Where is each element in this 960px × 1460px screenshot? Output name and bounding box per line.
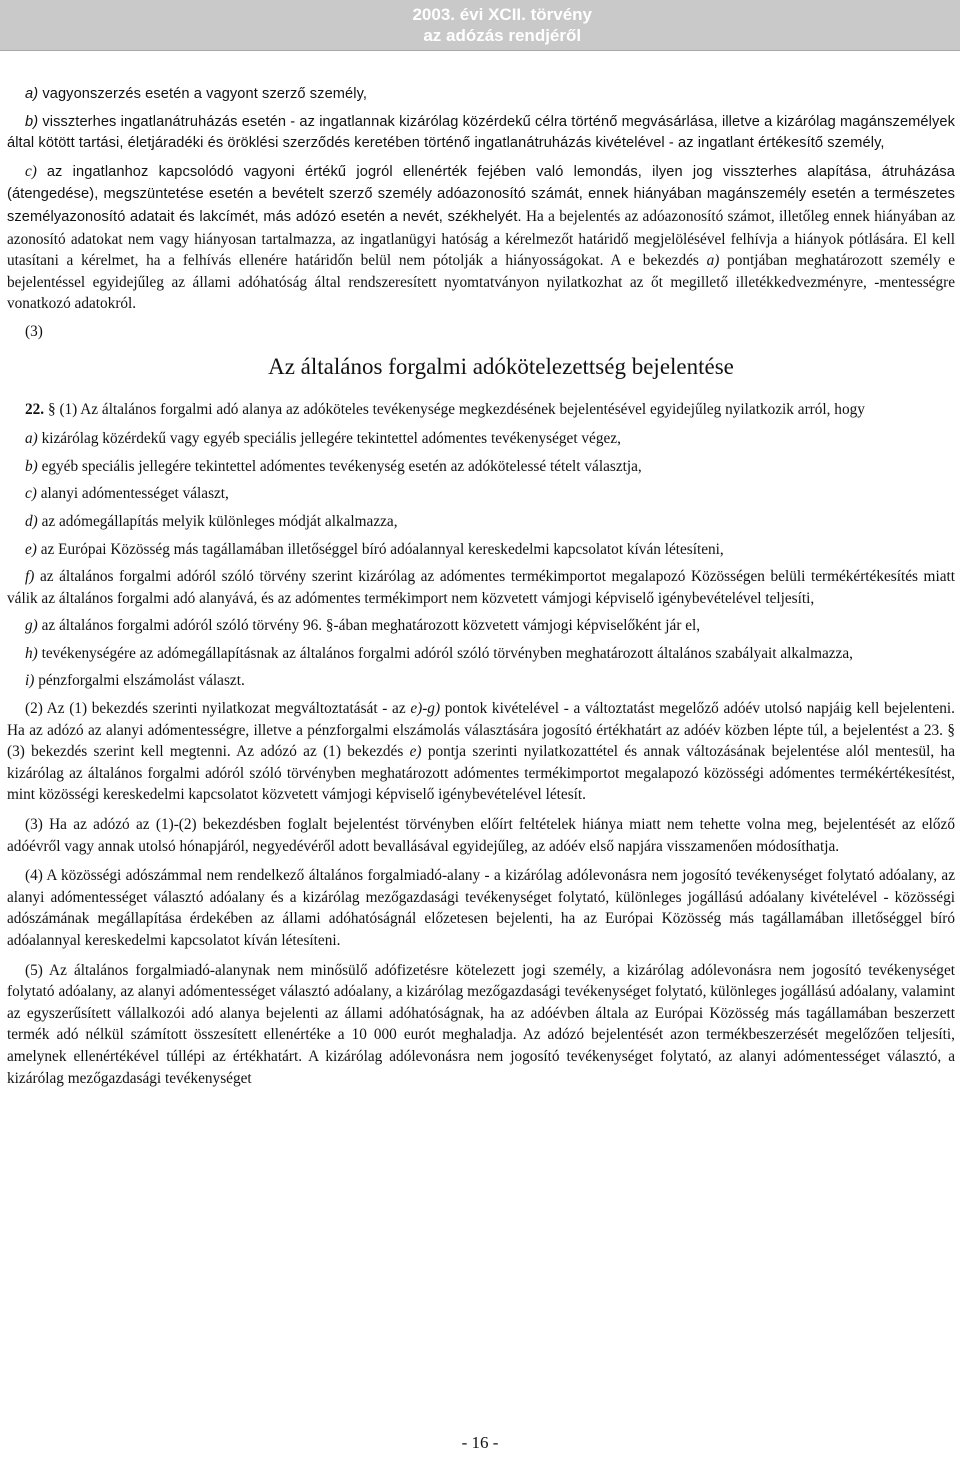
inline-reference: e) <box>409 743 422 761</box>
inline-reference: e)-g) <box>410 700 441 718</box>
item-label: c) <box>25 485 37 503</box>
paragraph-text: pontja szerinti nyilatkozattétel és annak változásának bejelentése alól mentesül, ha kizárólag az általános forgalmi adóról szóló törvényben meghatározott adómentes termékimportot megalapozó közösségi adómentes termékértékesítést, mint közösségi kereskedelmi kapcsolatot közvetett vámjogi képviselő igénybevételével létesít. <box>7 743 955 804</box>
item-label: i) <box>25 672 35 690</box>
item-label: e) <box>25 540 37 558</box>
paragraph-text: pontjában meghatározott személy e bejelentéssel egyidejűleg az állami adóhatóság által rendszeresített nyomtatványon nyilatkozhat az őt megillető illetékkedvezményre, -mentességre vonatkozó adatokról. <box>7 252 955 313</box>
list-item <box>7 539 955 561</box>
list-item <box>7 428 955 450</box>
item-a-vagyonszerzes <box>7 84 955 106</box>
item-label: a) <box>25 86 39 102</box>
item-text: egyéb speciális jellegére tekintettel adómentes tevékenység esetén az adókötelessé tételt választja, <box>41 457 642 475</box>
item-text: az Európai Közösség más tagállamában illetőséggel bíró adóalannyal kereskedelmi kapcsolatot kíván létesíteni, <box>40 540 724 558</box>
list-item <box>7 615 955 637</box>
item-text: visszterhes ingatlanátruházás esetén - az ingatlannak kizárólag közérdekű célra történő megvásárlása, illetve a kizárólag magánszemélyek által kötött tartási, életjáradéki és öröklési szerződés keretében történő ingatlanátruházás kivételével - az ingatlant értékesítő személy, <box>7 113 955 152</box>
item-label: c) <box>25 162 37 180</box>
item-label: b) <box>25 457 38 475</box>
paragraph-text: (1) Az általános forgalmi adó alanya az adóköteles tevékenysége megkezdésének bejelentésével egyidejűleg nyilatkozik arról, hogy <box>59 400 865 418</box>
page-header <box>0 0 960 51</box>
section-22-intro <box>7 399 955 421</box>
item-label: a) <box>25 430 38 448</box>
paragraph-4: (4) A közösségi adószámmal nem rendelkező általános forgalmiadó-alany - a kizárólag adólevonásra nem jogosító tevékenységet folytató adóalany, az alanyi adómentességet választó adóalany és a kizárólag mezőgazdasági tevékenységet folytató, különleges jogállású adóalany kivételével - közösségi adószámának megállapítása érdekében az állami adóhatóságnál előzetesen bejelenti, ha az Európai Közösség más tagállamában illetőséggel bíró adóalannyal kereskedelmi kapcsolatot kíván létesíteni. <box>7 867 955 949</box>
paragraph-2 <box>7 698 955 806</box>
item-label: f) <box>25 568 35 586</box>
list-item <box>7 566 955 609</box>
item-label: b) <box>25 113 39 130</box>
header-title <box>412 4 592 46</box>
paragraph-5: (5) Az általános forgalmiadó-alanynak nem minősülő adófizetésre kötelezett jogi személy, a kizárólag adólevonásra nem jogosító tevékenységet folytató adóalany, az alanyi adómentességet választó adóalany, a kizárólag mezőgazdasági tevékenységet folytató, különleges jogállású adóalany, valamint az egyszerűsített vállalkozói adó alanya bejelenti az állami adóhatóságnak, ha az adóévben általa az Európai Közösség más tagállamában beszerzett termék adó nélkül számított összesített ellenértéke a 10 000 eurót meghaladja. Az adózó bejelentését azon termékbeszerzését megelőzően teljesíti, amelynek ellenértékével túllépi az értékhatárt. A kizárólag adólevonásra nem jogosító tevékenységet folytató, az alanyi adómentességet választó, a kizárólag mezőgazdasági tevékenységet <box>7 961 955 1087</box>
item-label: d) <box>25 512 38 530</box>
item-text: pénzforgalmi elszámolást választ. <box>38 672 245 690</box>
item-b-ingatlanatruhazas <box>7 112 955 155</box>
list-item <box>7 511 955 533</box>
list-item <box>7 643 955 665</box>
header-law-subtitle: az adózás rendjéről <box>423 26 582 45</box>
item-label: g) <box>25 617 38 635</box>
item-text: alanyi adómentességet választ, <box>40 485 229 503</box>
section-number: 22. <box>25 400 45 418</box>
list-item <box>7 670 955 692</box>
item-text: az általános forgalmi adóról szóló törvény 96. §-ában meghatározott közvetett vámjogi képviselőként jár el, <box>41 617 701 635</box>
inline-reference: a) <box>706 252 720 270</box>
page-number: - 16 - <box>461 1433 499 1452</box>
section-title: Az általános forgalmi adókötelezettség bejelentése <box>268 353 734 379</box>
paragraph-3-label: (3) <box>25 322 43 340</box>
item-text: az ingatlanhoz kapcsolódó vagyoni értékű jogról ellenérték fejében való lemondás, ilyen jog visszterhes alapítása, átruházása (átengedése), megszüntetése esetén a bevételt szerző személy adóazonosító számát, ennek hiányában magánszemély esetén a természetes személyazonosító adatait és lakcímét, más adózó esetén a nevét, székhelyét. <box>7 163 955 225</box>
list-item <box>7 456 955 478</box>
paragraph-text: pontok kivételével - a változtatást megelőző adóév utolsó napjáig kell bejelenteni. Ha az adózó az alanyi adómentességre, illetve a pénzforgalmi elszámolás választására jogosító értékhatárt az adóév közben lépte túl, a bejelentést a 23. § (3) bekezdés szerint kell megtenni. Az adózó az (1) bekezdés <box>7 700 955 761</box>
document-body <box>7 84 955 1097</box>
paragraph-3: (3) Ha az adózó az (1)-(2) bekezdésben foglalt bejelentést törvényben előírt feltételek hiánya miatt nem tehette volna meg, bejelentését az előző adóévről vagy annak utolsó hónapjáról, negyedévéről adott bevallásával egyidejűleg, az adóév első napjára visszamenően módosíthatja. <box>7 816 955 855</box>
item-text: tevékenységére az adómegállapításnak az általános forgalmi adóról szóló törvényben meghatározott általános szabályait alkalmazza, <box>41 644 853 662</box>
item-c-vagyoni-ertek <box>7 161 955 315</box>
item-text: az adómegállapítás melyik különleges módját alkalmazza, <box>41 512 398 530</box>
header-law-title: 2003. évi XCII. törvény <box>412 5 592 24</box>
item-text: vagyonszerzés esetén a vagyont szerző személy, <box>42 86 368 102</box>
section-sign: § <box>47 400 56 418</box>
paragraph-text: Ha a bejelentés az adóazonosító számot, illetőleg ennek hiányában az azonosító adatokat nem vagy hiányosan tartalmazza, az ingatlanügyi hatóság a kérelmezőt határidő megjelölésével felhívja a hiányok pótlására. El kell utasítani a kérelmet, ha a felhívás ellenére határidőn belül nem pótolják a hiányosságokat. A e bekezdés <box>7 207 955 270</box>
item-text: az általános forgalmi adóról szóló törvény szerint kizárólag az adómentes termékimportot megalapozó Közösségen belüli termékértékesítés miatt válik az általános forgalmi adó alanyává, és az adómentes termékimport nem közvetett vámjogi képviselő igénybevételével teljesíti, <box>7 568 955 607</box>
item-label: h) <box>25 644 38 662</box>
paragraph-text: (2) Az (1) bekezdés szerinti nyilatkozat megváltoztatását - az <box>25 700 406 718</box>
list-item <box>7 483 955 505</box>
item-text: kizárólag közérdekű vagy egyéb speciális jellegére tekintettel adómentes tevékenységet végez, <box>41 430 621 448</box>
